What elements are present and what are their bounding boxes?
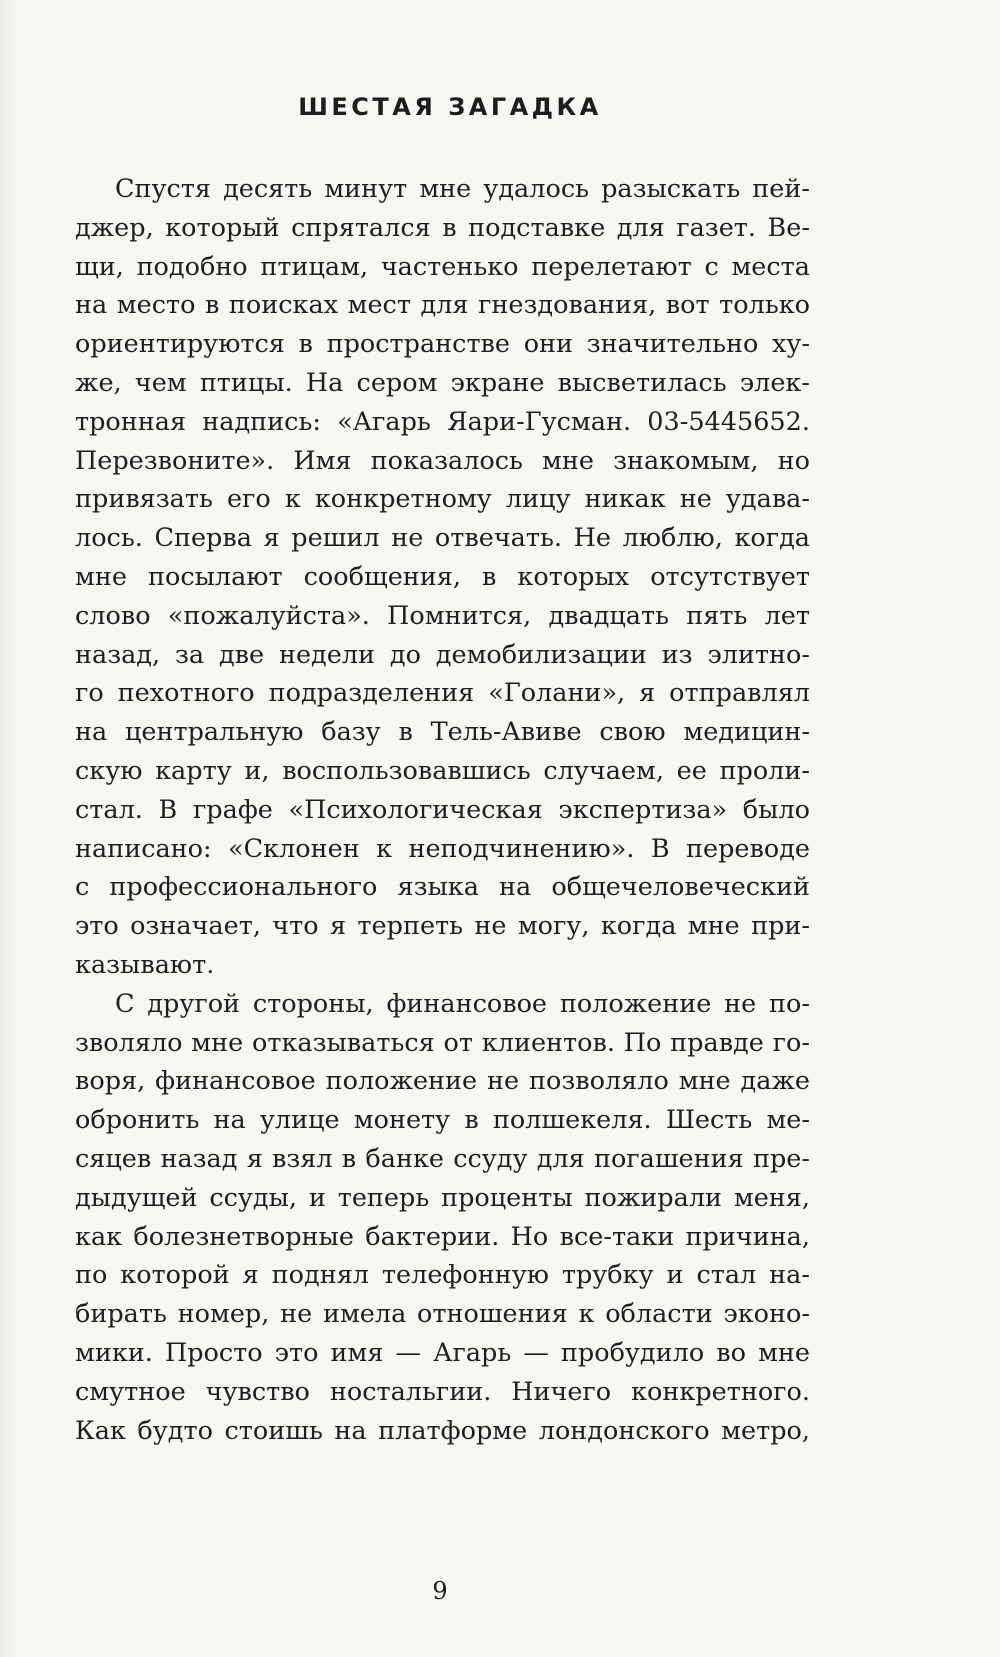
text-line: ориентируются в пространстве они значительно ху- [75, 329, 810, 360]
text-line: стал. В графе «Психологическая экспертиза» было [75, 794, 810, 825]
text-line: назад, за две недели до демобилизации из элитно- [75, 639, 810, 670]
text-line: воря, финансовое положение не позволяло мне даже [75, 1066, 810, 1097]
text-line: это означает, что я терпеть не могу, когда мне при- [75, 911, 810, 942]
text-line: зволяло мне отказываться от клиентов. По правде го- [75, 1027, 810, 1058]
text-line: Как будто стоишь на платформе лондонского метро, [75, 1415, 810, 1446]
text-line: обронить на улице монету в полшекеля. Шесть ме- [75, 1105, 810, 1136]
text-line: на место в поисках мест для гнездования, вот только [75, 290, 810, 321]
text-line: мне посылают сообщения, в которых отсутствует [75, 561, 810, 592]
text-line: по которой я поднял телефонную трубку и стал на- [75, 1260, 810, 1291]
text-line: смутное чувство ностальгии. Ничего конкретного. [75, 1376, 810, 1407]
text-line: джер, который спрятался в подставке для газет. Ве- [75, 212, 810, 243]
page-gutter-shadow [0, 0, 20, 1657]
text-line: Перезвоните». Имя показалось мне знакомым, но [75, 445, 810, 476]
text-line: на центральную базу в Тель-Авиве свою медицин- [75, 717, 810, 748]
text-line: сяцев назад я взял в банке ссуду для погашения пре- [75, 1143, 810, 1174]
text-line: бирать номер, не имела отношения к области эконо- [75, 1299, 810, 1330]
text-line: лось. Сперва я решил не отвечать. Не люблю, когда [75, 523, 810, 554]
text-line: тронная надпись: «Агарь Яари-Гусман. 03-5445652. [75, 406, 810, 437]
text-line: с профессионального языка на общечеловеческий [75, 872, 810, 903]
text-line: С другой стороны, финансовое положение не по- [115, 988, 810, 1019]
text-line: щи, подобно птицам, частенько перелетают с места [75, 251, 810, 282]
text-line: го пехотного подразделения «Голани», я отправлял [75, 678, 810, 709]
text-line: Спустя десять минут мне удалось разыскать пей- [115, 174, 810, 204]
body-text [75, 170, 810, 1450]
text-line: мики. Просто это имя — Агарь — пробудило во мне [75, 1337, 810, 1368]
text-line: же, чем птицы. На сером экране высветилась элек- [75, 367, 810, 398]
text-line: скую карту и, воспользовавшись случаем, ее проли- [75, 755, 810, 786]
text-line: как болезнетворные бактерии. Но все-таки причина, [75, 1221, 810, 1252]
page-number: 9 [432, 1577, 448, 1605]
text-line: дыдущей ссуды, и теперь проценты пожирали меня, [75, 1182, 810, 1213]
text-line: казывают. [75, 949, 215, 980]
text-line: привязать его к конкретному лицу никак не удава- [75, 484, 810, 515]
running-head: ШЕСТАЯ ЗАГАДКА [298, 93, 602, 121]
text-line: слово «пожалуйста». Помнится, двадцать пять лет [75, 600, 810, 631]
text-line: написано: «Склонен к неподчинению». В переводе [75, 833, 810, 864]
